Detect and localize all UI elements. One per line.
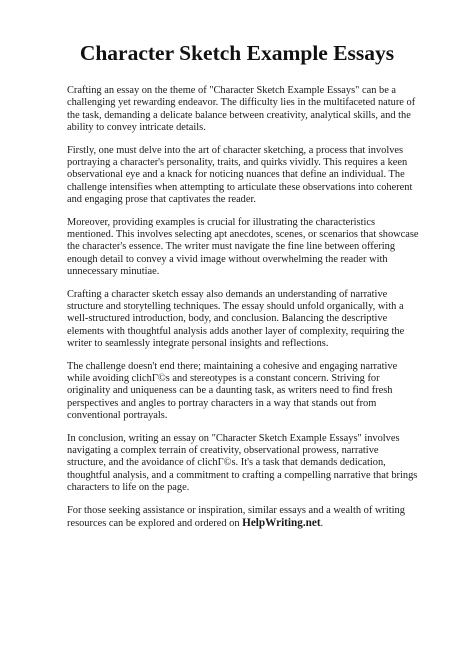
paragraph-character-sketching: Firstly, one must delve into the art of character sketching, a process that involves portraying a character's personality, traits, and quirks vividly. This requires a keen observational eye and a knack for noticing nuances that define an individual. The challenge intensifies when attempting to articulate these observations into coherent and engaging prose that captivates the reader. (67, 144, 413, 205)
paragraph-closing (67, 505, 419, 531)
paragraph-challenge: The challenge doesn't end there; maintaining a cohesive and engaging narrative while avoiding clichГ©s and stereotypes is a constant concern. Striving for originality and uniqueness can be a daunting task, as writers need to find fresh perspectives and angles to portray characters in a way that stands out from conventional portrayals. (67, 360, 398, 421)
helpwriting-link[interactable]: HelpWriting.net (242, 516, 321, 529)
document-title: Character Sketch Example Essays (79, 41, 395, 65)
document-body (67, 85, 419, 541)
paragraph-narrative-structure: Crafting a character sketch essay also demands an understanding of narrative structure and storytelling techniques. The essay should unfold organically, with a well-structured introduction, body, and conclusion. Balancing the descriptive elements with thoughtful analysis adds another layer of complexity, requiring the writer to seamlessly integrate personal insights and reflections. (67, 288, 405, 349)
closing-text: For those seeking assistance or inspiration, similar essays and a wealth of writing resources can be explored and ordered on (67, 504, 405, 529)
paragraph-intro: Crafting an essay on the theme of "Character Sketch Example Essays" can be a challenging yet rewarding endeavor. The difficulty lies in the multifaceted nature of the task, demanding a delicate balance between creativity, analytical skills, and the ability to convey intricate details. (67, 85, 416, 133)
paragraph-conclusion: In conclusion, writing an essay on "Character Sketch Example Essays" involves navigating a complex terrain of creativity, observational prowess, narrative structure, and the avoidance of clichГ©s. It's a task that demands dedication, thoughtful analysis, and a commitment to crafting a compelling narrative that brings characters to life on the page. (67, 432, 418, 493)
closing-period: . (320, 517, 324, 529)
paragraph-examples: Moreover, providing examples is crucial for illustrating the characteristics mentioned. This involves selecting apt anecdotes, scenes, or scenarios that showcase the character's essence. The writer must navigate the fine line between offering enough detail to convey a vivid image without overwhelming the reader with unnecessary minutiae. (67, 216, 419, 277)
